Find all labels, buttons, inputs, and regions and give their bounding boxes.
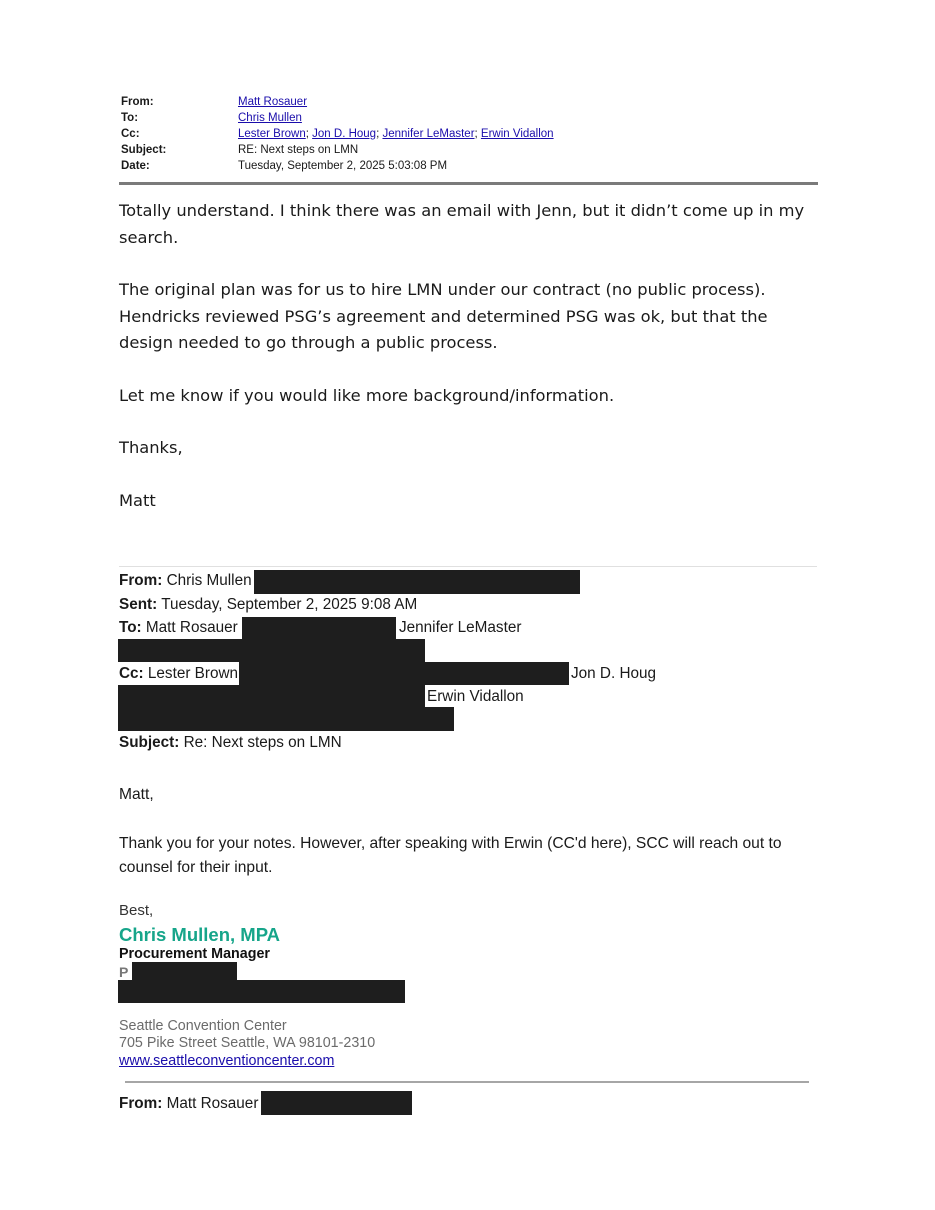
email-header xyxy=(121,94,818,174)
quoted-greeting: Matt, xyxy=(119,786,154,803)
quoted-cc-line xyxy=(119,664,238,684)
cc-separator: ; xyxy=(474,128,481,140)
to-label: To: xyxy=(121,112,139,124)
redaction-block xyxy=(118,980,405,1003)
subject-label: Subject: xyxy=(121,144,167,156)
cc-list xyxy=(238,128,554,140)
header-divider xyxy=(119,182,818,185)
from-label: From: xyxy=(121,96,154,108)
next-quoted-from-line xyxy=(119,1094,258,1114)
header-to-row xyxy=(121,110,818,126)
signature-website-link[interactable]: www.seattleconventioncenter.com xyxy=(119,1053,335,1069)
next-quoted-from-value: Matt Rosauer xyxy=(166,1095,259,1112)
body-paragraph-3: Let me know if you would like more background/information. xyxy=(119,386,615,405)
body-paragraph-1: Totally understand. I think there was an email with Jenn, but it didn’t come up in my search. xyxy=(119,201,805,247)
cc-link-lester-brown[interactable]: Lester Brown xyxy=(238,128,306,140)
quoted-message: Thank you for your notes. However, after speaking with Erwin (CC'd here), SCC will reach out to counsel for their input. xyxy=(119,835,782,876)
quoted-subject-value: Re: Next steps on LMN xyxy=(183,734,342,751)
cc-link-erwin-vidallon[interactable]: Erwin Vidallon xyxy=(480,128,554,140)
redaction-block xyxy=(242,617,396,640)
quoted-from-label: From: xyxy=(119,572,163,589)
quote-divider xyxy=(119,566,817,567)
from-link[interactable]: Matt Rosauer xyxy=(238,96,308,108)
next-quoted-from-label: From: xyxy=(119,1095,163,1112)
quoted-subject-label: Subject: xyxy=(119,734,180,751)
header-date-row xyxy=(121,158,818,174)
redaction-block xyxy=(239,662,569,685)
redaction-block xyxy=(118,685,425,708)
signature-phone-prefix: P xyxy=(119,964,129,980)
quoted-subject-line xyxy=(119,733,342,753)
redaction-block xyxy=(132,962,237,981)
body-paragraph-4: Thanks, xyxy=(119,438,183,457)
quoted-cc-label: Cc: xyxy=(119,665,144,682)
cc-label: Cc: xyxy=(121,128,140,140)
body-signoff: Matt xyxy=(119,491,156,510)
signature-closing: Best, xyxy=(119,902,154,919)
signature-org: Seattle Convention Center xyxy=(119,1018,287,1034)
redaction-block xyxy=(254,570,580,594)
cc-separator: ; xyxy=(376,128,383,140)
cc-link-jon-houg[interactable]: Jon D. Houg xyxy=(312,128,377,140)
header-cc-row xyxy=(121,126,818,142)
quoted-sent-line xyxy=(119,595,417,615)
subject-value: RE: Next steps on LMN xyxy=(238,144,359,156)
header-from-row xyxy=(121,94,818,110)
cc-separator: ; xyxy=(305,128,313,140)
quoted-from-line xyxy=(119,571,252,591)
quoted-cc-value-2: Jon D. Houg xyxy=(571,665,657,682)
quoted-cc-value-3: Erwin Vidallon xyxy=(427,688,524,705)
quoted-to-label: To: xyxy=(119,619,142,636)
body-paragraph-2: The original plan was for us to hire LMN under our contract (no public process). Hendricks reviewed PSG’s agreement and determined PSG was ok, but that the design needed to go through a public process. xyxy=(119,280,768,352)
date-value: Tuesday, September 2, 2025 5:03:08 PM xyxy=(238,160,448,172)
quoted-to-value-2: Jennifer LeMaster xyxy=(399,619,522,636)
cc-link-jennifer-lemaster[interactable]: Jennifer LeMaster xyxy=(382,128,475,140)
next-quote-divider xyxy=(125,1081,809,1083)
header-subject-row xyxy=(121,142,818,158)
quoted-cc-value-1: Lester Brown xyxy=(147,665,239,682)
signature-title: Procurement Manager xyxy=(119,946,270,962)
redaction-block xyxy=(261,1091,412,1115)
signature-name: Chris Mullen, MPA xyxy=(119,924,281,945)
quoted-to-value-1: Matt Rosauer xyxy=(145,619,238,636)
to-link[interactable]: Chris Mullen xyxy=(238,112,302,124)
quoted-sent-label: Sent: xyxy=(119,596,158,613)
quoted-from-value: Chris Mullen xyxy=(166,572,252,589)
quoted-to-line xyxy=(119,618,238,638)
signature-address: 705 Pike Street Seattle, WA 98101-2310 xyxy=(119,1035,376,1051)
redaction-block xyxy=(118,639,425,662)
quoted-sent-value: Tuesday, September 2, 2025 9:08 AM xyxy=(161,596,418,613)
redaction-block xyxy=(118,707,454,731)
date-label: Date: xyxy=(121,160,150,172)
